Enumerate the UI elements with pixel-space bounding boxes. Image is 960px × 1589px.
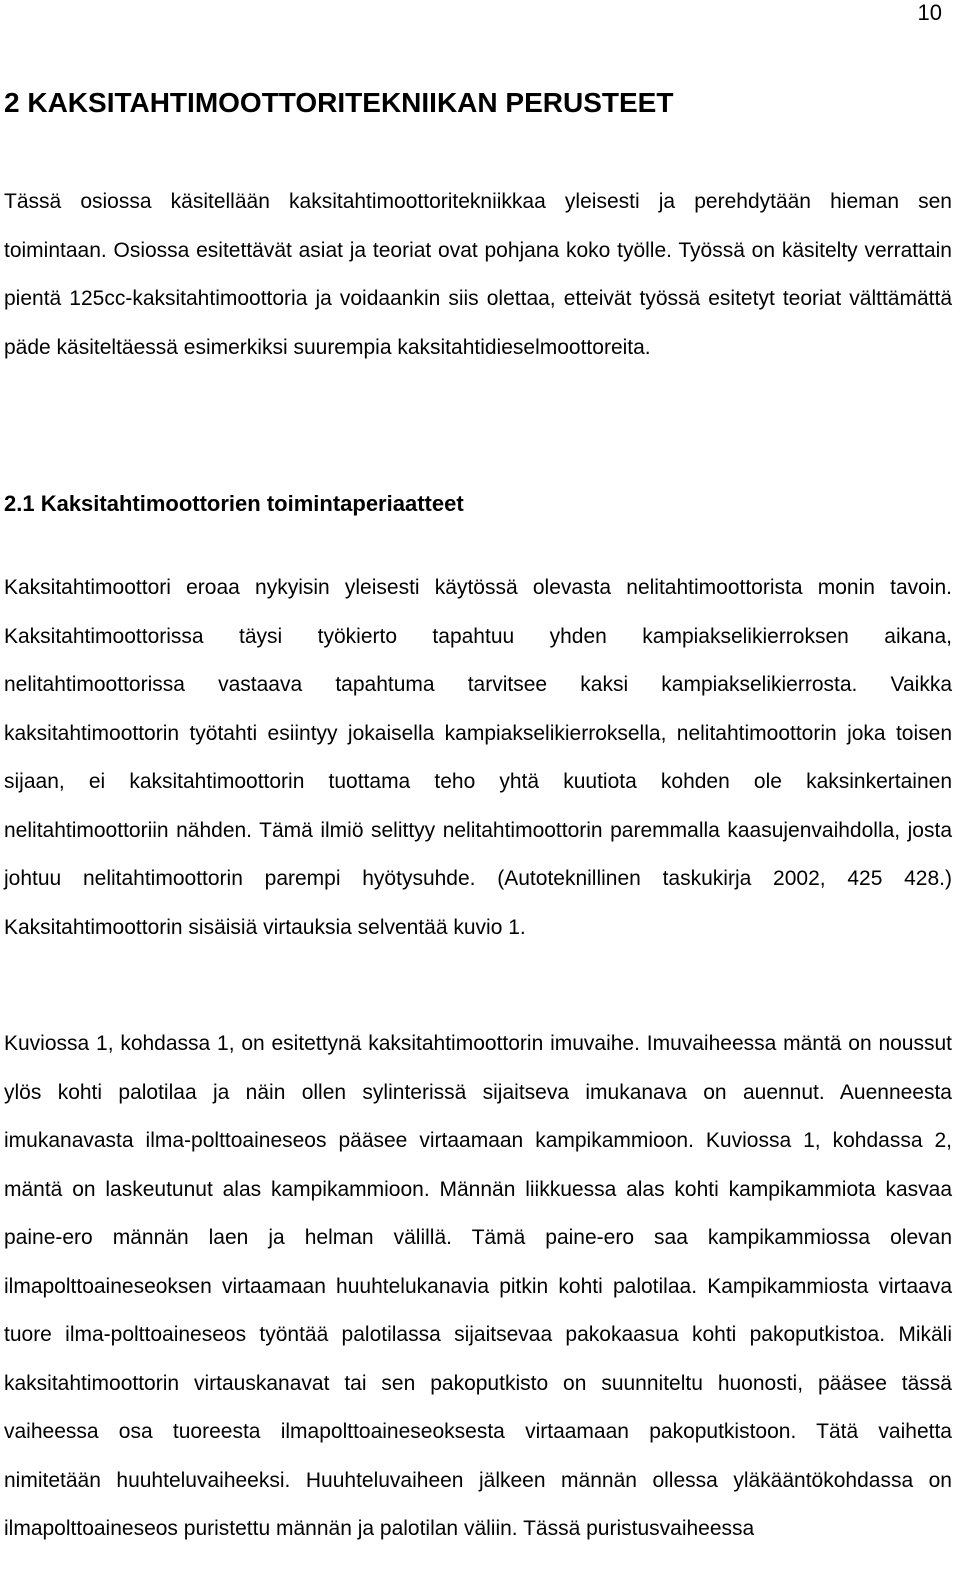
intro-paragraph: Tässä osiossa käsitellään kaksitahtimoottoritekniikkaa yleisesti ja perehdytään hieman sen toimintaan. Osiossa esitettävät asiat ja teoriat ovat pohjana koko työlle. Työssä on käsitelty verrattain pientä 125cc-kaksitahtimoottoria ja voidaankin siis olettaa, etteivät työssä esitetyt teoriat välttämättä päde käsiteltäessä esimerkiksi suurempia kaksitahtidieselmoottoreita. [4,190,952,359]
page-number: 10 [917,0,942,25]
chapter-heading: 2 KAKSITAHTIMOOTTORITEKNIIKAN PERUSTEET [4,87,674,118]
section-heading: 2.1 Kaksitahtimoottorien toimintaperiaatteet [4,491,464,516]
section-paragraph-principles: Kaksitahtimoottori eroaa nykyisin yleisesti käytössä olevasta nelitahtimoottorista monin tavoin. Kaksitahtimoottorissa täysi työkierto tapahtuu yhden kampiakselikierroksen aikana, nelitahtimoottorissa vastaava tapahtuma tarvitsee kaksi kampiakselikierrosta. Vaikka kaksitahtimoottorin työtahti esiintyy jokaisella kampiakselikierroksella, nelitahtimoottorin joka toisen sijaan, ei kaksitahtimoottorin tuottama teho yhtä kuutiota kohden ole kaksinkertainen nelitahtimoottoriin nähden. Tämä ilmiö selittyy nelitahtimoottorin paremmalla kaasujenvaihdolla, josta johtuu nelitahtimoottorin parempi hyötysuhde. (Autoteknillinen taskukirja 2002, 425 428.) Kaksitahtimoottorin sisäisiä virtauksia selventää kuvio 1. [4,576,952,939]
section-paragraph-intake-phase: Kuviossa 1, kohdassa 1, on esitettynä kaksitahtimoottorin imuvaihe. Imuvaiheessa mäntä on noussut ylös kohti palotilaa ja näin ollen sylinterissä sijaitseva imukanava on auennut. Auenneesta imukanavasta ilma-polttoaineseos pääsee virtaamaan kampikammioon. Kuviossa 1, kohdassa 2, mäntä on laskeutunut alas kampikammioon. Männän liikkuessa alas kohti kampikammiota kasvaa paine-ero männän laen ja helman välillä. Tämä paine-ero saa kampikammiossa olevan ilmapolttoaineseoksen virtaamaan huuhtelukanavia pitkin kohti palotilaa. Kampikammiosta virtaava tuore ilma-polttoaineseos työntää palotilassa sijaitsevaa pakokaasua kohti pakoputkistoa. Mikäli kaksitahtimoottorin virtauskanavat tai sen pakoputkisto on suunniteltu huonosti, pääsee tässä vaiheessa osa tuoreesta ilmapolttoaineseoksesta virtaamaan pakoputkistoon. Tätä vaihetta nimitetään huuhteluvaiheeksi. Huuhteluvaiheen jälkeen männän ollessa yläkääntökohdassa on ilmapolttoaineseos puristettu männän ja palotilan väliin. Tässä puristusvaiheessa [4,1032,952,1540]
